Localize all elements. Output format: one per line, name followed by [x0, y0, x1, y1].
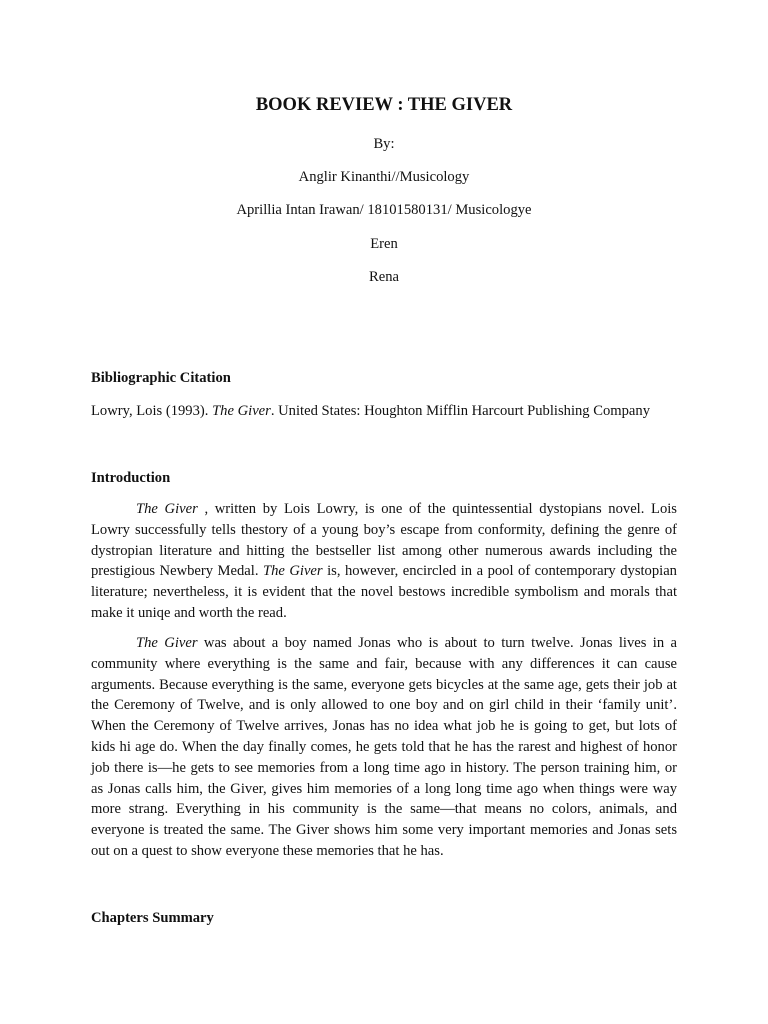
- document-title: BOOK REVIEW : THE GIVER: [255, 95, 513, 115]
- paragraph-2-text: was about a boy named Jonas who is about to turn twelve. Jonas lives in a community where everything is the same and fair, because with any differences it can cause arguments. Because everything is the same, everyone gets bicycles at the same age, gets their job at the Ceremony of Twelve, and is only allowed to one boy and on girl child in their ‘family unit’. When the Ceremony of Twelve arrives, Jonas has no idea what job he is going to get, but lots of kids hi age do. When the day finally comes, he gets told that he has the rarest and highest of honor job there is—he gets to see memories from a long time ago in history. The person training him, or as Jonas calls him, the Giver, gives him memories of a long long time ago when things were way more strang. Everything in his community is the same—that means no colors, animals, and everyone is treated the same. The Giver shows him some very important memories and Jonas sets out on a quest to show everyone these memories that he has.: [91, 635, 677, 859]
- citation-prefix: Lowry, Lois (1993).: [91, 403, 213, 419]
- by-label: By:: [373, 136, 395, 152]
- document-page: [91, 0, 677, 1024]
- paragraph-1-text-part-1: , written by Lois Lowry, is one of the quintessential dystopians novel. Lois Lowry successfully tells thestory of a young boy’s escape from conformity, defining the genre of dystropian literature and hitting the bestseller list among other numerous awards including the prestigious Newbery Medal.: [91, 501, 677, 580]
- author-line-3: Eren: [370, 236, 398, 252]
- author-line-2: Aprillia Intan Irawan/ 18101580131/ Musicologye: [236, 202, 532, 218]
- paragraph-2-book-title: The Giver: [136, 635, 198, 651]
- bibliographic-citation-heading: Bibliographic Citation: [91, 370, 231, 386]
- citation-suffix: . United States: Houghton Mifflin Harcourt Publishing Company: [270, 403, 650, 419]
- bibliographic-citation: [91, 402, 677, 420]
- paragraph-1-text-part-2: is, however, encircled in a pool of contemporary dystopian literature; nevertheless, it is evident that the novel bestows incredible symbolism and morals that make it uniqe and worth the read.: [91, 563, 677, 621]
- paragraph-1-book-title-2: The Giver: [262, 563, 323, 580]
- introduction-heading: Introduction: [91, 470, 171, 486]
- author-line-4: Rena: [369, 269, 399, 285]
- citation-book-title: The Giver: [212, 403, 271, 419]
- paragraph-1-book-title: The Giver: [136, 501, 198, 517]
- author-line-1: Anglir Kinanthi//Musicology: [298, 169, 470, 185]
- chapters-summary-heading: Chapters Summary: [91, 910, 214, 926]
- introduction-paragraph-2: [91, 633, 677, 862]
- introduction-paragraph-1: [91, 499, 677, 624]
